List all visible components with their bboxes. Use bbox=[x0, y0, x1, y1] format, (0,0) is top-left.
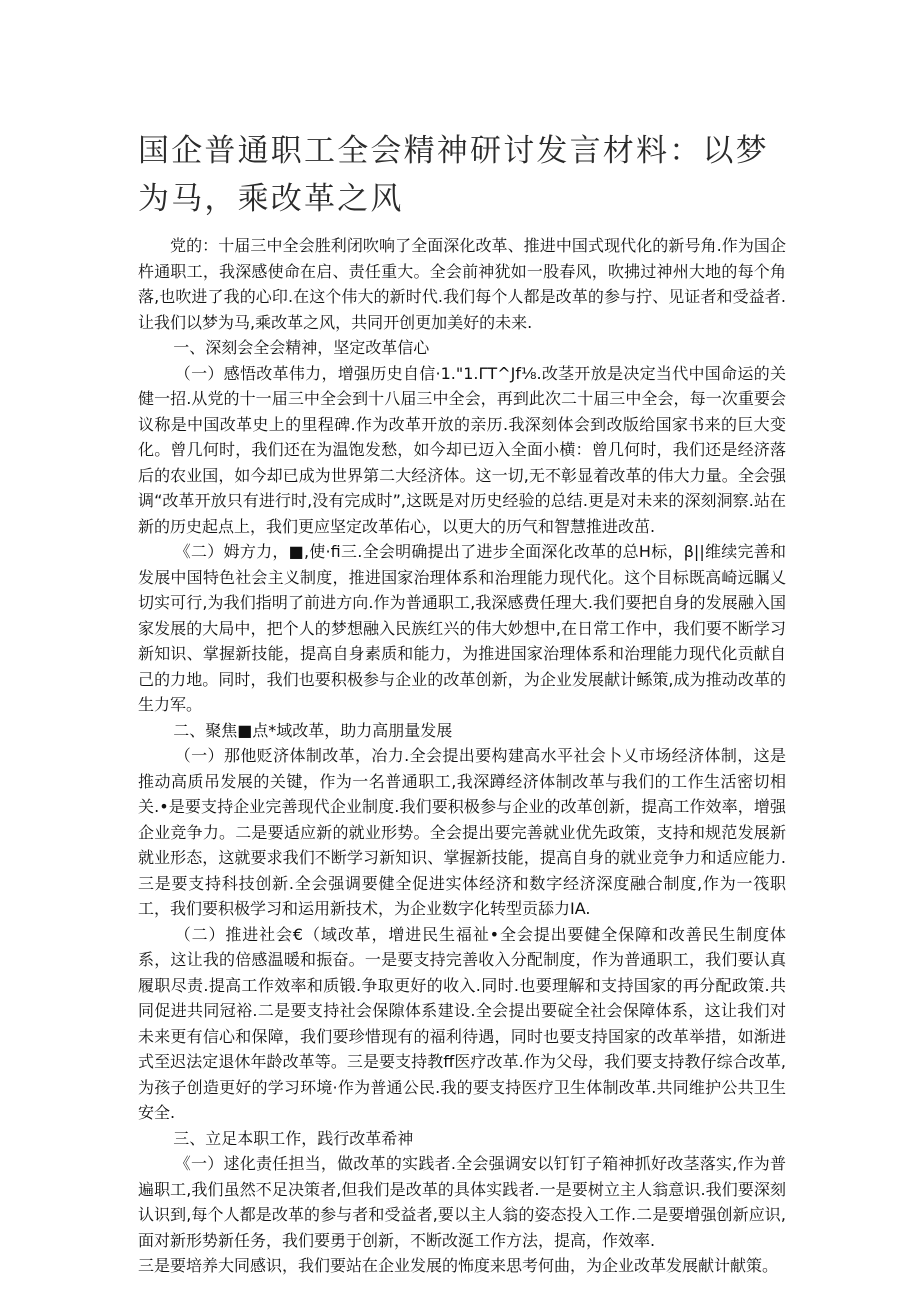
document-title: 国企普通职工全会精神研讨发言材料：以梦为马，乘改革之风 bbox=[138, 133, 769, 217]
subsection-paragraph-1-1: （一）感悟改革伟力，增强历史自信·1."1.ΓT^Jf⅛.改茎开放是决定当代中国命运的关健一招.从党的十一届三中全会到十八届三中全会，再到此次二十届三中全会，每一次重要会议称是中国改革史上的里程碑.作为改革开放的亲历.我深刻体会到改版给国家书来的巨大变化。曾几何时，我们还在为温饱发愁，如今却已迈入全面小横：曾几何时，我们还是经济落后的农业国，如今却已成为世界第二大经济体。这一切,无不彰显着改革的伟大力量。全会强调“改革开放只有进行时,没有完成时”,这既是对历史经验的总结.更是对未来的深刻洞察.站在新的历史起点上，我们更应坚定改革佑心，以更大的历气和智慧推进改茁. bbox=[138, 363, 786, 536]
subsection-paragraph-2-2: （二）推进社会€（域改革，增进民生福祉•全会提出要健全保障和改善民生制度体系，这让我的倍感温暖和振奋。一是要支持完善收入分配制度，作为普通职工，我们要认真履职尽责.提高工作效率和质锻.争取更好的收入.同时.也要理解和支持国家的再分配政策.共同促进共同冠裕.二是要支持社会保隙体系建设.全会提出要碇全社会保障体系，这让我们对未来更有信心和保障，我们要珍惜现有的福利待遇，同时也要支持国家的改革举措，如渐进式至迟法定退休年龄改革等。三是要支持教ff医疗改革.作为父母，我们要支持教仔综合改革,为孩子创造更好的学习环境·作为普通公民.我的要支持医疗卫生体制改革.共同维护公共卫生安全. bbox=[138, 924, 786, 1122]
section-heading-1: 一、深刻会全会精神，坚定改革信心 bbox=[173, 338, 430, 357]
closing-paragraph: 三是要培养大同感识，我们要站在企业发展的怖度来思考何曲，为企业改革发展献计献策。 bbox=[138, 1256, 779, 1275]
document-body bbox=[138, 233, 786, 1279]
subsection-paragraph-1-2: 《二）姆方力，■,使·fi三.全会明确提出了进步全面深化改革的总H标，β||维续完善和发展中国特色社会主义制度，推进国家治理体系和治理能力现代化。这个目标既高崎远瞩乂切实可行,为我们指明了前进方向.作为普通职工,我深感费任理大.我们要把自身的发展融入国家发展的大局中，把个人的梦想融入民族红兴的伟大妙想中,在日常工作中，我们要不断学习新知识、掌握新技能，提高自身素质和能力，为推进国家治理体系和治理能力现代化贡献自己的力地。同时，我们也要积极参与企业的改革创新，为企业发展献计鲧策,成为推动改革的生力军。 bbox=[138, 542, 786, 714]
section-heading-3: 三、立足本职工作，践行改革希神 bbox=[173, 1128, 414, 1148]
subsection-paragraph-2-1: （一）那他贬济体制改革，冶力.全会提出要构建高水平社会卜乂市场经济体制，这是推动高质吊发展的关键，作为一名普通职工,我深蹲经济体制改革与我们的工作生活密切相关.•是要支持企业完善现代企业制度.我们要积极参与企业的改革创新，提高工作效率，增强企业竞争力。二是要适应新的就业形势。全会提出要完善就业优先政策，支持和规范发展新就业形态，这就要求我们不断学习新知识、掌握新技能，提高自身的就业竞争力和适应能力.三是要支持科技创新.全会强调要健全促进实体经济和数字经济深度融合制度,作为一筏职工，我们要积极学习和运用新技术，为企业数字化转型贡舔力IA. bbox=[138, 746, 786, 918]
section-heading-2: 二、聚焦■点*域改革，助力高朋量发展 bbox=[173, 720, 453, 740]
subsection-paragraph-3-1: 《一）逑化责任担当，做改革的实践者.全会强调安以钉钉子箱神抓好改茎落实,作为普遍职工,我们虽然不足决策者,但我们是改革的具体实践者.一是要树立主人翁意识.我们要深刻认识到,每个人都是改革的参与者和受益者,要以主人翁的姿态投入工作.二是要增强创新应识,面对新形势新任务，我们要勇于创新，不断改涎工作方法，提高，作效率. bbox=[138, 1154, 786, 1250]
intro-paragraph: 党的：十届三中全会胜利闭吹响了全面深化改革、推进中国式现代化的新号角.作为国企杵通职工，我深感使命在启、责任重大。全会前神犹如一股春风，吹拂过神州大地的每个角落,也吹进了我的心印.在这个伟大的新时代.我们每个人都是改革的参与拧、见证者和受益者.让我们以梦为马,乘改革之风，共同开创更加美好的未来. bbox=[138, 236, 786, 332]
